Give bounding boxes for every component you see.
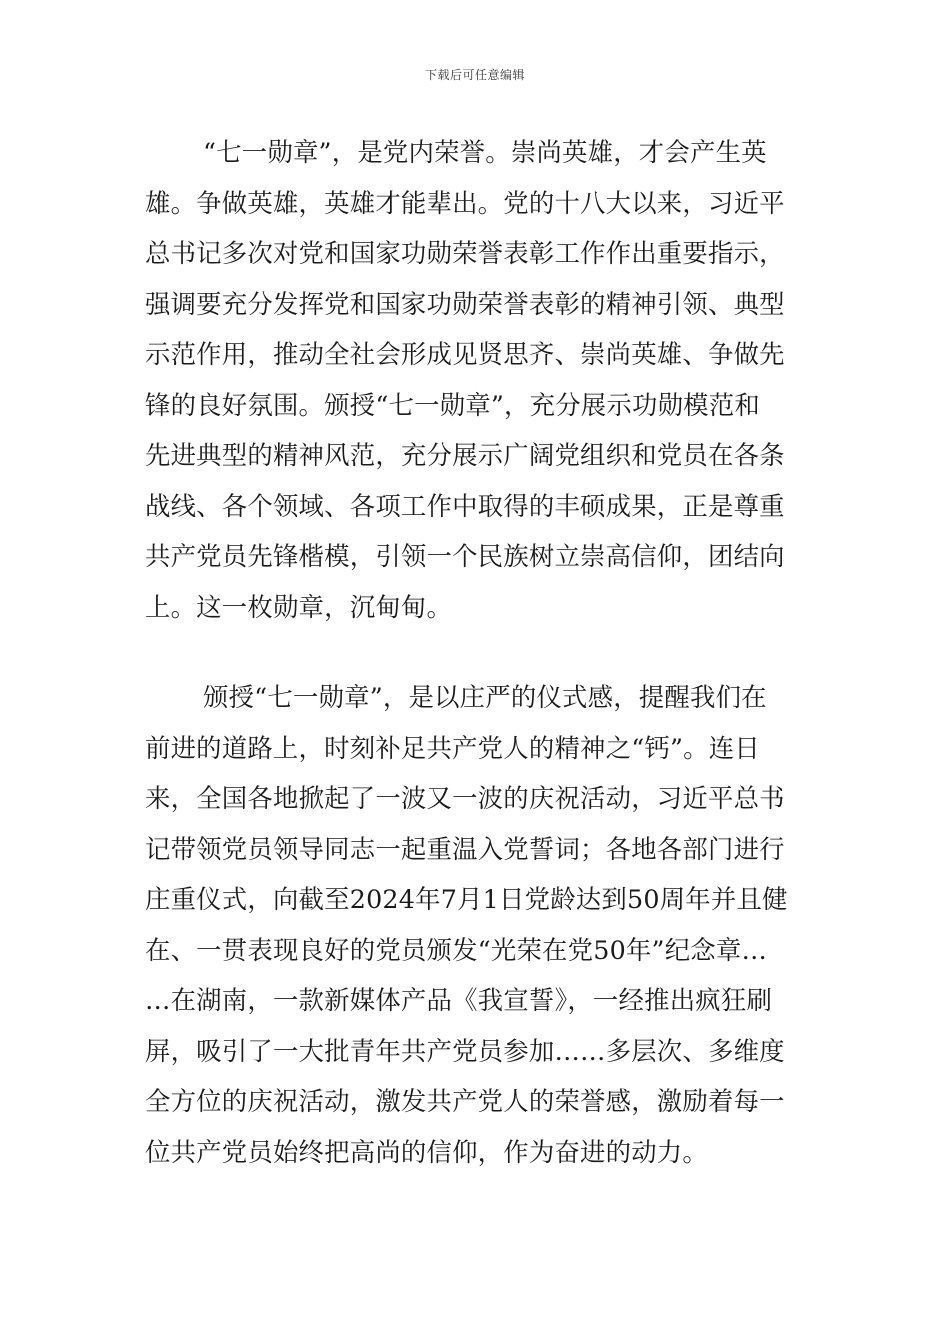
header-note: 下载后可任意编辑 (424, 68, 525, 82)
paragraph-line: 共产党员先锋楷模，引领一个民族树立崇高信仰，团结向 (145, 541, 785, 571)
paragraph-1 (145, 127, 807, 632)
paragraph-line: 总书记多次对党和国家功勋荣誉表彰工作作出重要指示， (145, 238, 785, 268)
paragraph-2 (145, 672, 807, 1177)
paragraph-line: 示范作用，推动全社会形成见贤思齐、崇尚英雄、争做先 (145, 339, 785, 369)
paragraph-line: 庄重仪式，向截至2024年7月1日党龄达到50周年并且健 (145, 884, 788, 914)
paragraph-line: “七一勋章”，是党内荣誉。崇尚英雄，才会产生英 (203, 137, 767, 167)
paragraph-line: 上。这一枚勋章，沉甸甸。 (145, 591, 453, 622)
paragraph-line: 来，全国各地掀起了一波又一波的庆祝活动，习近平总书 (145, 783, 785, 813)
paragraph-line: 先进典型的精神风范，充分展示广阔党组织和党员在各条 (145, 440, 785, 470)
paragraph-line: 强调要充分发挥党和国家功勋荣誉表彰的精神引领、典型 (145, 288, 785, 319)
paragraph-line: 屏，吸引了一大批青年共产党员参加……多层次、多维度 (145, 1035, 785, 1066)
paragraph-line: 颁授“七一勋章”，是以庄严的仪式感，提醒我们在 (203, 682, 767, 712)
paragraph-line: 锋的良好氛围。颁授“七一勋章”，充分展示功勋模范和 (145, 389, 760, 420)
paragraph-line: 记带领党员领导同志一起重温入党誓词；各地各部门进行 (145, 833, 785, 864)
paragraph-line: 前进的道路上，时刻补足共产党人的精神之“钙”。连日 (145, 732, 760, 763)
paragraph-line: 全方位的庆祝活动，激发共产党人的荣誉感，激励着每一 (145, 1086, 785, 1116)
paragraph-line: 战线、各个领域、各项工作中取得的丰硕成果，正是尊重 (145, 490, 785, 521)
paragraph-line: 雄。争做英雄，英雄才能辈出。党的十八大以来，习近平 (145, 187, 785, 218)
paragraph-line: 位共产党员始终把高尚的信仰，作为奋进的动力。 (145, 1136, 708, 1167)
paragraph-line: …在湖南，一款新媒体产品《我宣誓》，一经推出疯狂刷 (145, 985, 773, 1015)
paragraph-line: 在、一贯表现良好的党员颁发“光荣在党50年”纪念章… (145, 934, 768, 965)
